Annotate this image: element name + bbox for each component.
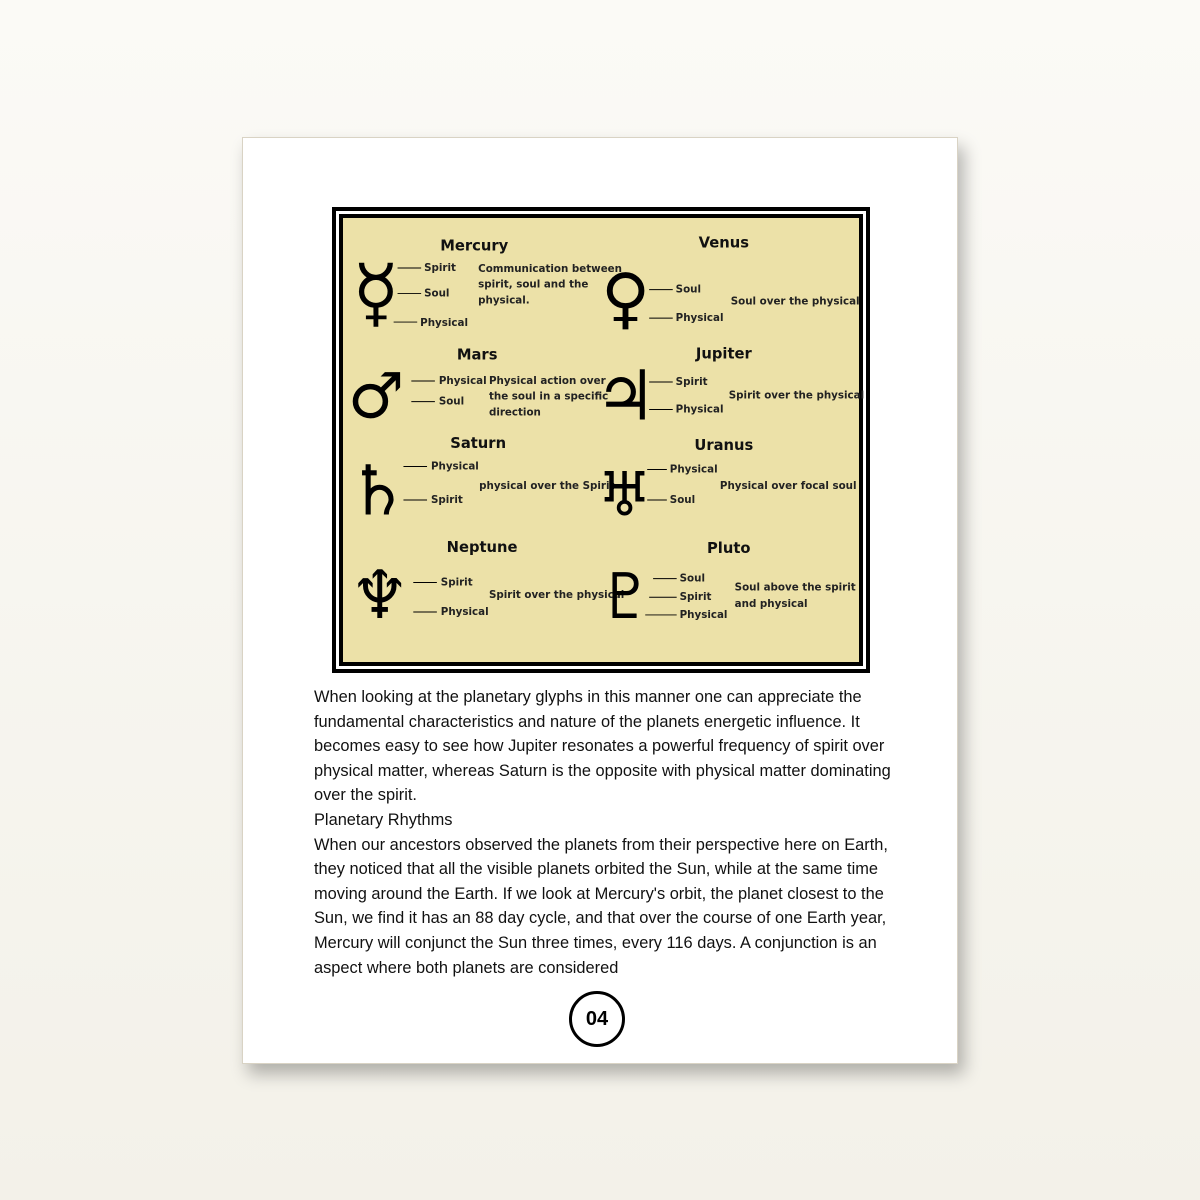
planet-name: Venus <box>698 234 750 252</box>
planetary-glyphs-figure <box>332 207 870 673</box>
planet-name: Neptune <box>446 539 518 557</box>
part-label: Physical <box>440 605 489 618</box>
part-label: Physical <box>669 463 718 476</box>
planet-mercury <box>352 237 622 338</box>
part-label: Physical <box>679 608 728 621</box>
planet-saturn <box>347 435 614 532</box>
description-line: direction <box>488 406 541 419</box>
planet-venus <box>601 234 859 337</box>
part-label: Physical <box>430 460 479 473</box>
description-line: Physical action over <box>488 374 606 387</box>
planet-jupiter <box>595 345 864 436</box>
planet-name: Saturn <box>450 434 507 452</box>
planet-name: Pluto <box>707 540 751 558</box>
paragraph: When our ancestors observed the planets from their perspective here on Earth, they noticed that all the visible planets orbited the Sun, while at the same time moving around the Earth. If we look at Mercury's orbit, the planet closest to the Sun, we find it has an 88 day cycle, and that over the course of one Earth year, Mercury will conjunct the Sun three times, every 116 days. A conjunction is an aspect where both planets are considered <box>314 835 888 977</box>
part-label: Spirit <box>675 375 708 388</box>
part-label: Soul <box>424 287 450 300</box>
mars-glyph-icon: ♂ <box>347 359 405 433</box>
part-label: Soul <box>679 572 705 585</box>
description-line: physical over the Spirit <box>479 480 615 493</box>
planet-pluto <box>597 540 855 633</box>
part-label: Physical <box>420 316 469 329</box>
planet-neptune <box>350 539 624 634</box>
saturn-glyph-icon: ♄ <box>347 451 409 532</box>
part-label: Spirit <box>424 261 456 274</box>
part-label: Soul <box>669 493 696 506</box>
part-label: Physical <box>675 312 724 325</box>
jupiter-glyph-icon: ♃ <box>594 356 657 437</box>
body-text <box>314 685 904 980</box>
description-line: Spirit over the physical <box>728 389 865 402</box>
uranus-glyph-icon: ♅ <box>597 459 652 531</box>
planet-name: Uranus <box>694 436 754 454</box>
description-line: Soul over the physical <box>730 295 860 308</box>
part-label: Spirit <box>679 591 712 604</box>
description-line: Physical over focal soul <box>719 480 857 493</box>
page-number: 04 <box>569 991 625 1047</box>
pluto-glyph-icon: ♇ <box>597 559 654 633</box>
part-label: Soul <box>675 283 702 296</box>
part-label: Physical <box>675 403 724 416</box>
book-page <box>242 137 958 1064</box>
planet-name: Jupiter <box>695 345 752 363</box>
mercury-glyph-icon: ☿ <box>352 249 400 339</box>
planet-mars <box>348 346 609 432</box>
description-line: spirit, soul and the <box>478 278 589 291</box>
part-label: Physical <box>438 374 487 387</box>
description-line: Soul above the spirit <box>734 581 856 594</box>
description-line: and physical <box>734 598 808 611</box>
description-line: Communication between <box>478 262 623 275</box>
planet-uranus <box>597 437 856 531</box>
part-label: Spirit <box>430 493 463 506</box>
planet-name: Mercury <box>440 237 509 255</box>
planet-name: Mars <box>456 346 498 364</box>
neptune-glyph-icon: ♆ <box>349 555 410 634</box>
paragraph: When looking at the planetary glyphs in this manner one can appreciate the fundamental characteristics and nature of the planets energetic influence. It becomes easy to see how Jupiter resonates a powerful frequency of spirit over physical matter, whereas Saturn is the opposite with physical matter dominating over the spirit. <box>314 688 891 805</box>
description-line: physical. <box>478 294 530 307</box>
part-label: Spirit <box>440 576 473 589</box>
part-label: Soul <box>438 395 465 408</box>
glyph-chart <box>336 211 866 669</box>
description-line: Spirit over the physical <box>488 589 625 602</box>
description-line: the soul in a specific <box>488 390 609 403</box>
section-heading: Planetary Rhythms <box>314 810 453 829</box>
venus-glyph-icon: ♀ <box>601 259 651 338</box>
